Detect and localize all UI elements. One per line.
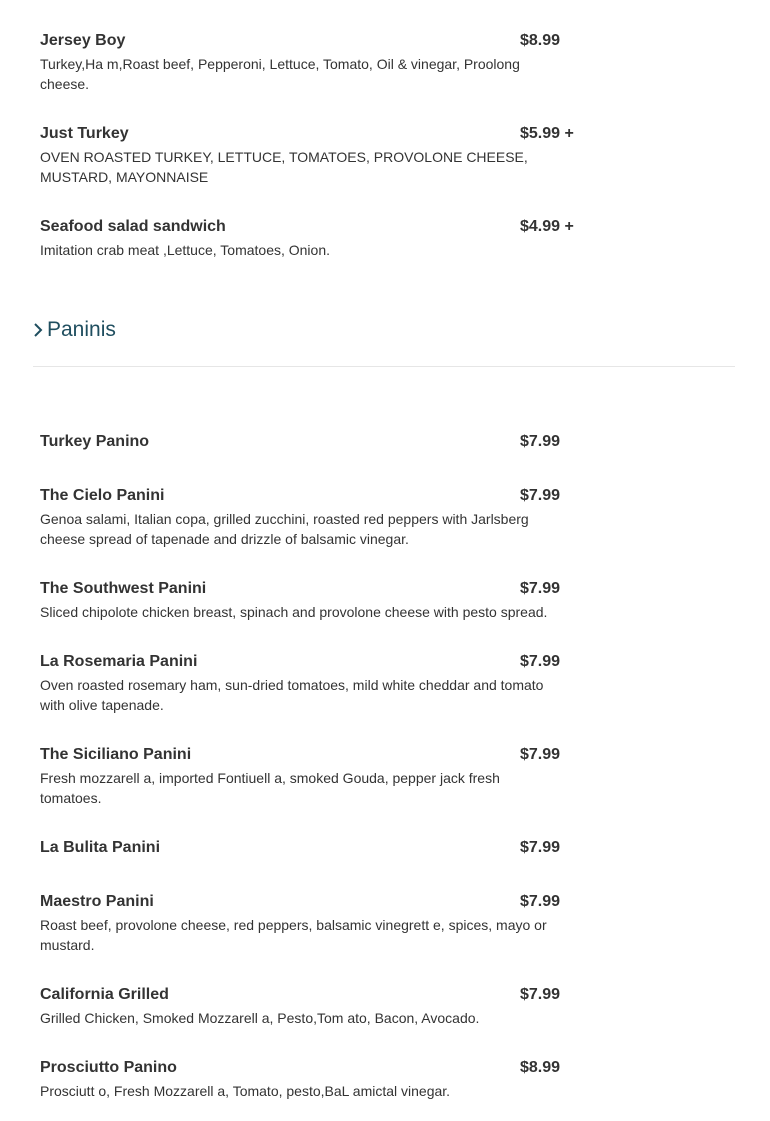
item-price: $7.99 <box>520 653 561 670</box>
item-name: Prosciutto Panino <box>40 1059 177 1076</box>
item-name: Turkey Panino <box>40 433 150 450</box>
menu-item[interactable] <box>40 433 580 453</box>
item-price: $7.99 <box>520 746 561 763</box>
item-description: Grilled Chicken, Smoked Mozzarell a, Pesto,Tom ato, Bacon, Avocado. <box>40 1010 480 1026</box>
item-name: Jersey Boy <box>40 32 126 49</box>
menu-item[interactable] <box>40 839 580 859</box>
item-name: The Cielo Panini <box>40 487 165 504</box>
menu-item[interactable] <box>40 125 580 187</box>
item-price: $7.99 <box>520 433 561 450</box>
item-description: Turkey,Ha m,Roast beef, Pepperoni, Lettuce, Tomato, Oil & vinegar, Proolong cheese. <box>40 56 520 92</box>
item-name: Maestro Panini <box>40 893 154 910</box>
item-price: $7.99 <box>520 893 561 910</box>
item-description: Imitation crab meat ,Lettuce, Tomatoes, Onion. <box>40 242 331 258</box>
item-name: La Bulita Panini <box>40 839 161 856</box>
item-price: $7.99 <box>520 986 561 1003</box>
item-name: Seafood salad sandwich <box>40 218 226 235</box>
item-description: Prosciutt o, Fresh Mozzarell a, Tomato, pesto,BaL amictal vinegar. <box>40 1083 451 1099</box>
item-name: The Siciliano Panini <box>40 746 192 763</box>
item-price: $8.99 <box>520 1059 561 1076</box>
menu-item[interactable] <box>40 746 580 808</box>
item-name: California Grilled <box>40 986 169 1003</box>
item-price: $7.99 <box>520 487 561 504</box>
item-description: Fresh mozzarell a, imported Fontiuell a, smoked Gouda, pepper jack fresh tomatoes. <box>40 770 500 806</box>
item-description: Sliced chipolote chicken breast, spinach and provolone cheese with pesto spread. <box>40 604 548 620</box>
item-name: Just Turkey <box>40 125 129 142</box>
item-description: Oven roasted rosemary ham, sun-dried tomatoes, mild white cheddar and tomato with olive tapenade. <box>40 677 544 713</box>
chevron-right-icon <box>33 322 43 338</box>
menu-item[interactable] <box>40 653 580 715</box>
menu-item[interactable] <box>40 487 580 549</box>
menu-item[interactable] <box>40 1059 580 1101</box>
menu-item[interactable] <box>40 580 580 622</box>
item-price: $5.99 + <box>520 125 574 142</box>
item-price: $4.99 + <box>520 218 574 235</box>
item-description: OVEN ROASTED TURKEY, LETTUCE, TOMATOES, PROVOLONE CHEESE, MUSTARD, MAYONNAISE <box>40 149 528 185</box>
item-name: The Southwest Panini <box>40 580 207 597</box>
menu-item[interactable] <box>40 986 580 1028</box>
item-description: Roast beef, provolone cheese, red peppers, balsamic vinegrett e, spices, mayo or mustard. <box>40 917 547 953</box>
menu-item[interactable] <box>40 893 580 955</box>
item-description: Genoa salami, Italian copa, grilled zucchini, roasted red peppers with Jarlsberg cheese spread of tapenade and drizzle of balsamic vinegar. <box>40 511 529 547</box>
menu-item[interactable] <box>40 218 580 260</box>
item-price: $7.99 <box>520 580 561 597</box>
menu-item[interactable] <box>40 32 580 94</box>
section-header-paninis[interactable] <box>33 316 735 367</box>
section-title: Paninis <box>47 318 116 341</box>
item-name: La Rosemaria Panini <box>40 653 198 670</box>
item-price: $8.99 <box>520 32 561 49</box>
item-price: $7.99 <box>520 839 561 856</box>
